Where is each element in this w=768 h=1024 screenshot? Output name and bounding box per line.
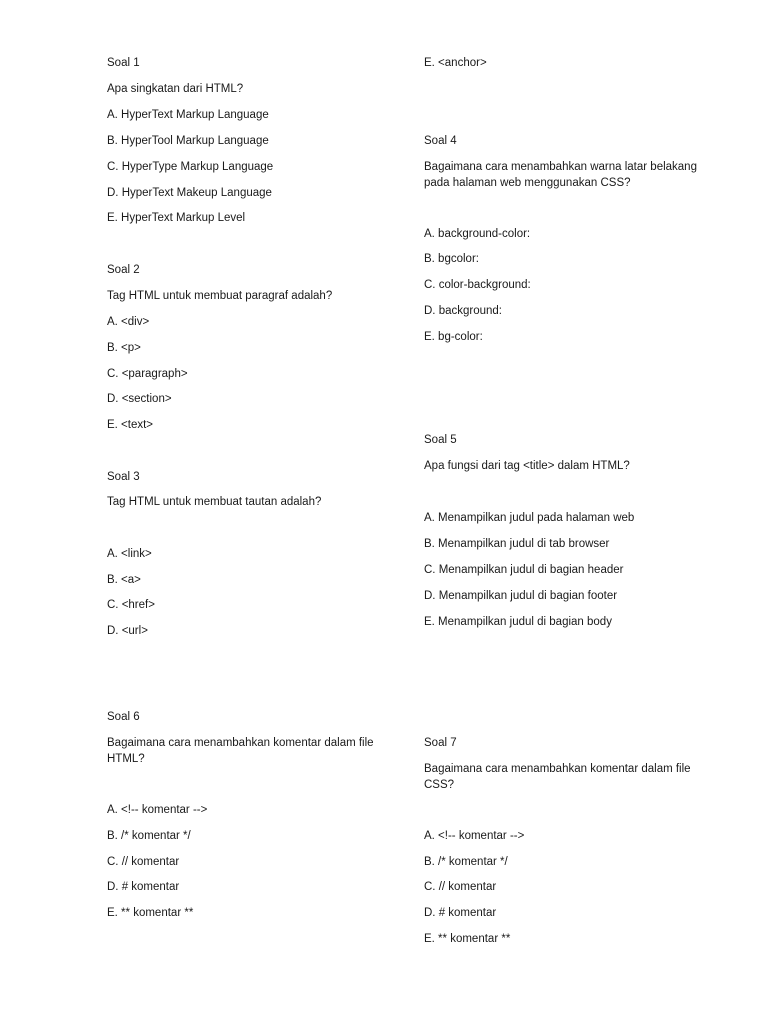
option-d: D. HyperText Makeup Language (107, 187, 272, 199)
question-text: Apa singkatan dari HTML? (107, 83, 244, 95)
option-e: E. ** komentar ** (424, 933, 511, 945)
option-e: E. Menampilkan judul di bagian body (424, 616, 612, 628)
question-number: Soal 3 (107, 471, 140, 483)
option-c: C. // komentar (107, 856, 180, 868)
option-c: C. color-background: (424, 279, 531, 291)
option-b: B. Menampilkan judul di tab browser (424, 538, 610, 550)
question-number: Soal 5 (424, 434, 457, 446)
question-text: Bagaimana cara menambahkan warna latar belakang pada halaman web menggunakan CSS? (424, 161, 697, 189)
option-d: D. <url> (107, 625, 148, 637)
question-text: Tag HTML untuk membuat paragraf adalah? (107, 290, 333, 302)
option-e: E. <anchor> (424, 57, 487, 69)
question-number: Soal 7 (424, 737, 457, 749)
option-e: E. HyperText Markup Level (107, 212, 246, 224)
option-a: A. <!-- komentar --> (107, 804, 208, 816)
option-c: C. HyperType Markup Language (107, 161, 274, 173)
question-number: Soal 6 (107, 711, 140, 723)
option-b: B. /* komentar */ (107, 830, 191, 842)
option-c: C. <href> (107, 599, 155, 611)
option-a: A. background-color: (424, 228, 531, 240)
option-e: E. <text> (107, 419, 154, 431)
option-b: B. /* komentar */ (424, 856, 508, 868)
option-a: A. <link> (107, 548, 152, 560)
question-text: Tag HTML untuk membuat tautan adalah? (107, 496, 322, 508)
option-d: D. Menampilkan judul di bagian footer (424, 590, 618, 602)
option-c: C. <paragraph> (107, 368, 188, 380)
option-a: A. <!-- komentar --> (424, 830, 525, 842)
option-d: D. # komentar (107, 881, 180, 893)
option-d: D. # komentar (424, 907, 497, 919)
option-a: A. HyperText Markup Language (107, 109, 269, 121)
option-e: E. ** komentar ** (107, 907, 194, 919)
question-text: Apa fungsi dari tag <title> dalam HTML? (424, 460, 630, 472)
question-text: Bagaimana cara menambahkan komentar dalam file CSS? (424, 763, 691, 791)
question-number: Soal 4 (424, 135, 457, 147)
option-d: D. background: (424, 305, 502, 317)
option-b: B. bgcolor: (424, 253, 479, 265)
question-text: Bagaimana cara menambahkan komentar dalam file HTML? (107, 737, 374, 765)
option-b: B. HyperTool Markup Language (107, 135, 269, 147)
option-b: B. <a> (107, 574, 141, 586)
option-c: C. Menampilkan judul di bagian header (424, 564, 624, 576)
option-b: B. <p> (107, 342, 141, 354)
option-d: D. <section> (107, 393, 172, 405)
option-e: E. bg-color: (424, 331, 483, 343)
question-number: Soal 1 (107, 57, 140, 69)
question-number: Soal 2 (107, 264, 140, 276)
option-c: C. // komentar (424, 881, 497, 893)
option-a: A. <div> (107, 316, 150, 328)
option-a: A. Menampilkan judul pada halaman web (424, 512, 635, 524)
